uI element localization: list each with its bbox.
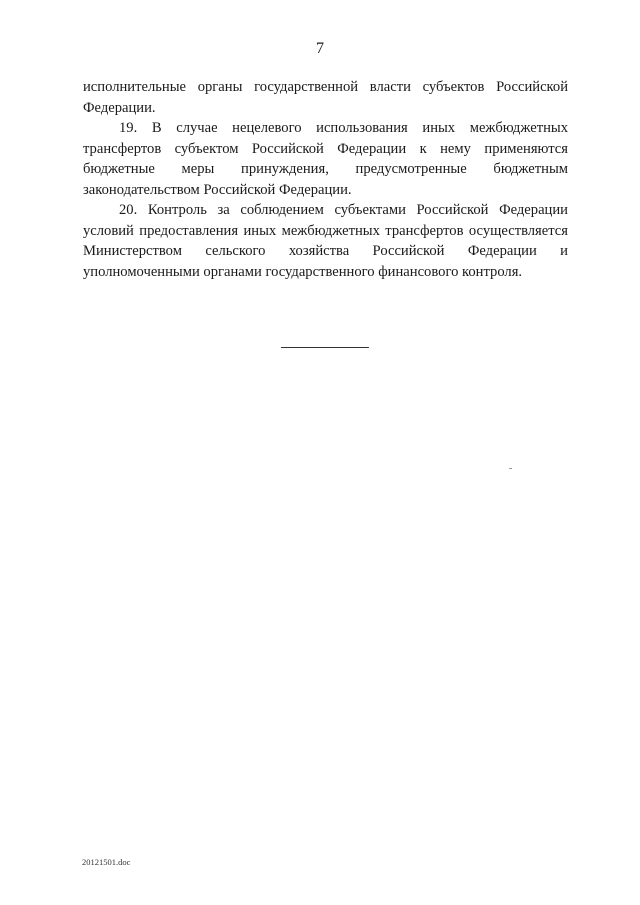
footer-filename: 20121501.doc <box>82 857 131 867</box>
paragraph-20: 20. Контроль за соблюдением субъектами Российской Федерации условий предоставления иных межбюджетных трансфертов осуществляется Министерством сельского хозяйства Российской Федерации и уполномоченными органами государственного финансового контроля. <box>83 202 568 280</box>
paragraph-continuation: исполнительные органы государственной власти субъектов Российской Федерации. <box>83 79 568 116</box>
scan-speck <box>509 468 512 469</box>
end-of-document-rule <box>281 347 369 348</box>
page-number: 7 <box>316 40 324 57</box>
paragraph-19: 19. В случае нецелевого использования иных межбюджетных трансфертов субъектом Российской Федерации к нему применяются бюджетные меры принуждения, предусмотренные бюджетным законодательством Российской Федерации. <box>83 120 568 198</box>
document-body <box>83 77 568 282</box>
